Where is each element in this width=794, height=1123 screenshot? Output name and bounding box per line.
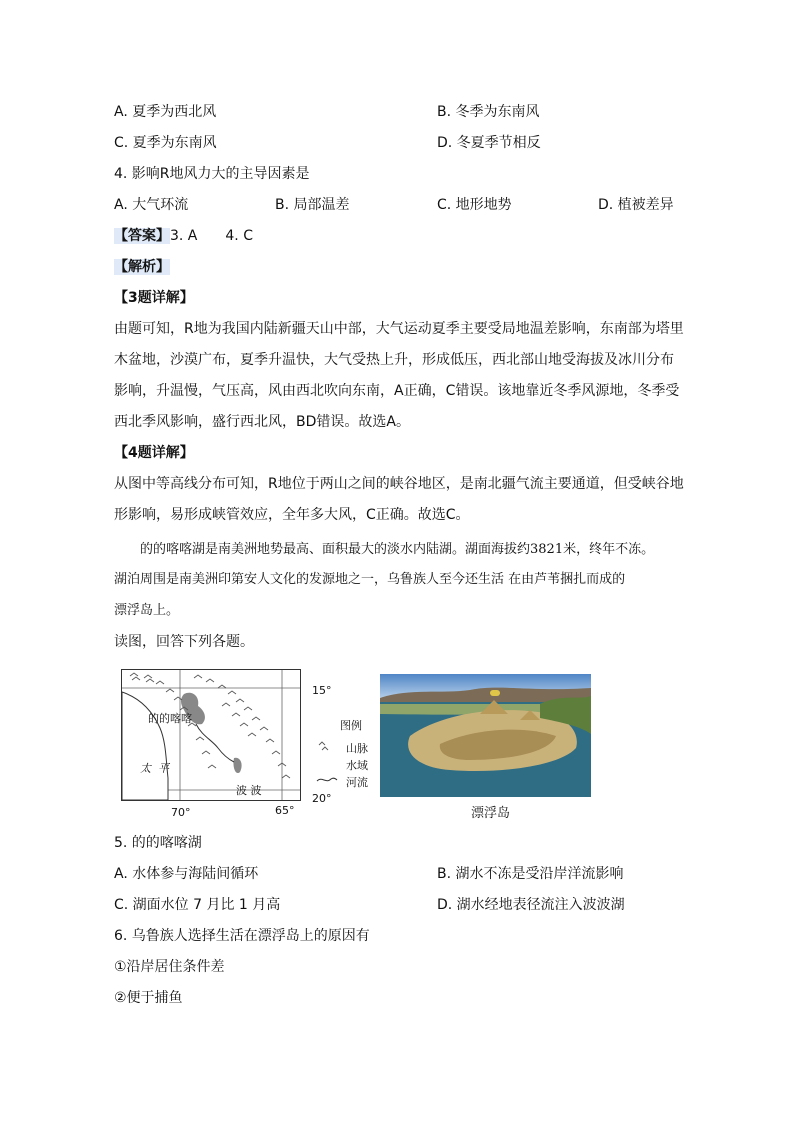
analysis-label: 【解析】 (114, 259, 170, 275)
q5-option-c: C. 湖面水位 7 月比 1 月高 (114, 897, 281, 913)
q3-option-d: D. 冬夏季节相反 (437, 135, 541, 151)
ocean-label-2: 平 (158, 762, 169, 775)
q5-option-d: D. 湖水经地表径流注入波波湖 (437, 897, 625, 913)
q3-option-b: B. 冬季为东南风 (437, 104, 540, 120)
photo-caption: 漂浮岛 (471, 806, 511, 821)
map-drawing (122, 670, 300, 800)
q4-option-c: C. 地形地势 (437, 197, 512, 213)
q4-option-b: B. 局部温差 (275, 197, 350, 213)
titicaca-label: 的的喀喀 (148, 712, 192, 725)
q3-detail-line: 木盆地，沙漠广布，夏季升温快，大气受热上升，形成低压，西北部山地受海拔及冰川分布 (114, 352, 674, 368)
passage-line: 湖泊周围是南美洲印第安人文化的发源地之一，乌鲁族人至今还生活 在由芦苇捆扎而成的 (114, 572, 626, 587)
lon-70-label: 70° (171, 806, 191, 819)
q6-item: ②便于捕鱼 (114, 990, 183, 1006)
poopo-lake-shape (233, 758, 241, 773)
mountain-range-east (194, 675, 290, 778)
q3-option-c: C. 夏季为东南风 (114, 135, 217, 151)
legend-water-label: 水域 (346, 759, 368, 772)
q5-option-a: A. 水体参与海陆间循环 (114, 866, 259, 882)
q5-stem: 5. 的的喀喀湖 (114, 835, 202, 851)
q6-item: ①沿岸居住条件差 (114, 959, 225, 975)
bobo-label: 波 波 (236, 784, 262, 797)
q5-option-b: B. 湖水不冻是受沿岸洋流影响 (437, 866, 624, 882)
q3-detail-line: 影响，升温慢，气压高，风由西北吹向东南，A正确，C错误。该地靠近冬季风源地，冬季受 (114, 383, 680, 399)
legend-title: 图例 (340, 719, 362, 732)
lon-65-label: 65° (275, 804, 295, 817)
desaguadero-river (196, 724, 234, 762)
answer-text: 3. A 4. C (170, 228, 253, 244)
lake-map (121, 669, 301, 801)
analysis-label-line (114, 257, 170, 277)
q6-stem: 6. 乌鲁族人选择生活在漂浮岛上的原因有 (114, 928, 370, 944)
q3-detail-line: 由题可知，R地为我国内陆新疆天山中部，大气运动夏季主要受局地温差影响，东南部为塔里 (114, 321, 684, 337)
legend-mountain-label: 山脉 (346, 742, 368, 755)
answer-line (114, 226, 253, 246)
q4-option-d: D. 植被差异 (598, 197, 674, 213)
q4-stem: 4. 影响R地风力大的主导因素是 (114, 166, 310, 182)
q4-detail-line: 形影响，易形成峡管效应，全年多大风，C正确。故选C。 (114, 507, 470, 523)
q3-detail-label: 【3题详解】 (114, 290, 194, 306)
q4-detail-line: 从图中等高线分布可知，R地位于两山之间的峡谷地区，是南北疆气流主要通道，但受峡谷地 (114, 476, 684, 492)
passage-instruction: 读图，回答下列各题。 (114, 634, 254, 650)
q3-option-a: A. 夏季为西北风 (114, 104, 217, 120)
mountain-legend-icon (318, 740, 334, 752)
passage-line: 的的喀喀湖是南美洲地势最高、面积最大的淡水内陆湖。湖面海拔约3821米，终年不冻。 (114, 542, 655, 557)
q4-option-a: A. 大气环流 (114, 197, 189, 213)
legend-river-label: 河流 (346, 776, 368, 789)
q4-detail-label: 【4题详解】 (114, 445, 194, 461)
ocean-label-1: 太 (140, 762, 151, 775)
pacific-coastline (122, 692, 168, 800)
q3-detail-line: 西北季风影响，盛行西北风，BD错误。故选A。 (114, 414, 410, 430)
lat-15-label: 15° (312, 684, 332, 697)
answer-label: 【答案】 (114, 228, 170, 244)
floating-island-illustration (380, 674, 591, 797)
lat-20-label: 20° (312, 792, 332, 805)
floating-island-photo (380, 674, 591, 797)
river-legend-icon (316, 776, 338, 784)
passage-line: 漂浮岛上。 (114, 603, 180, 618)
